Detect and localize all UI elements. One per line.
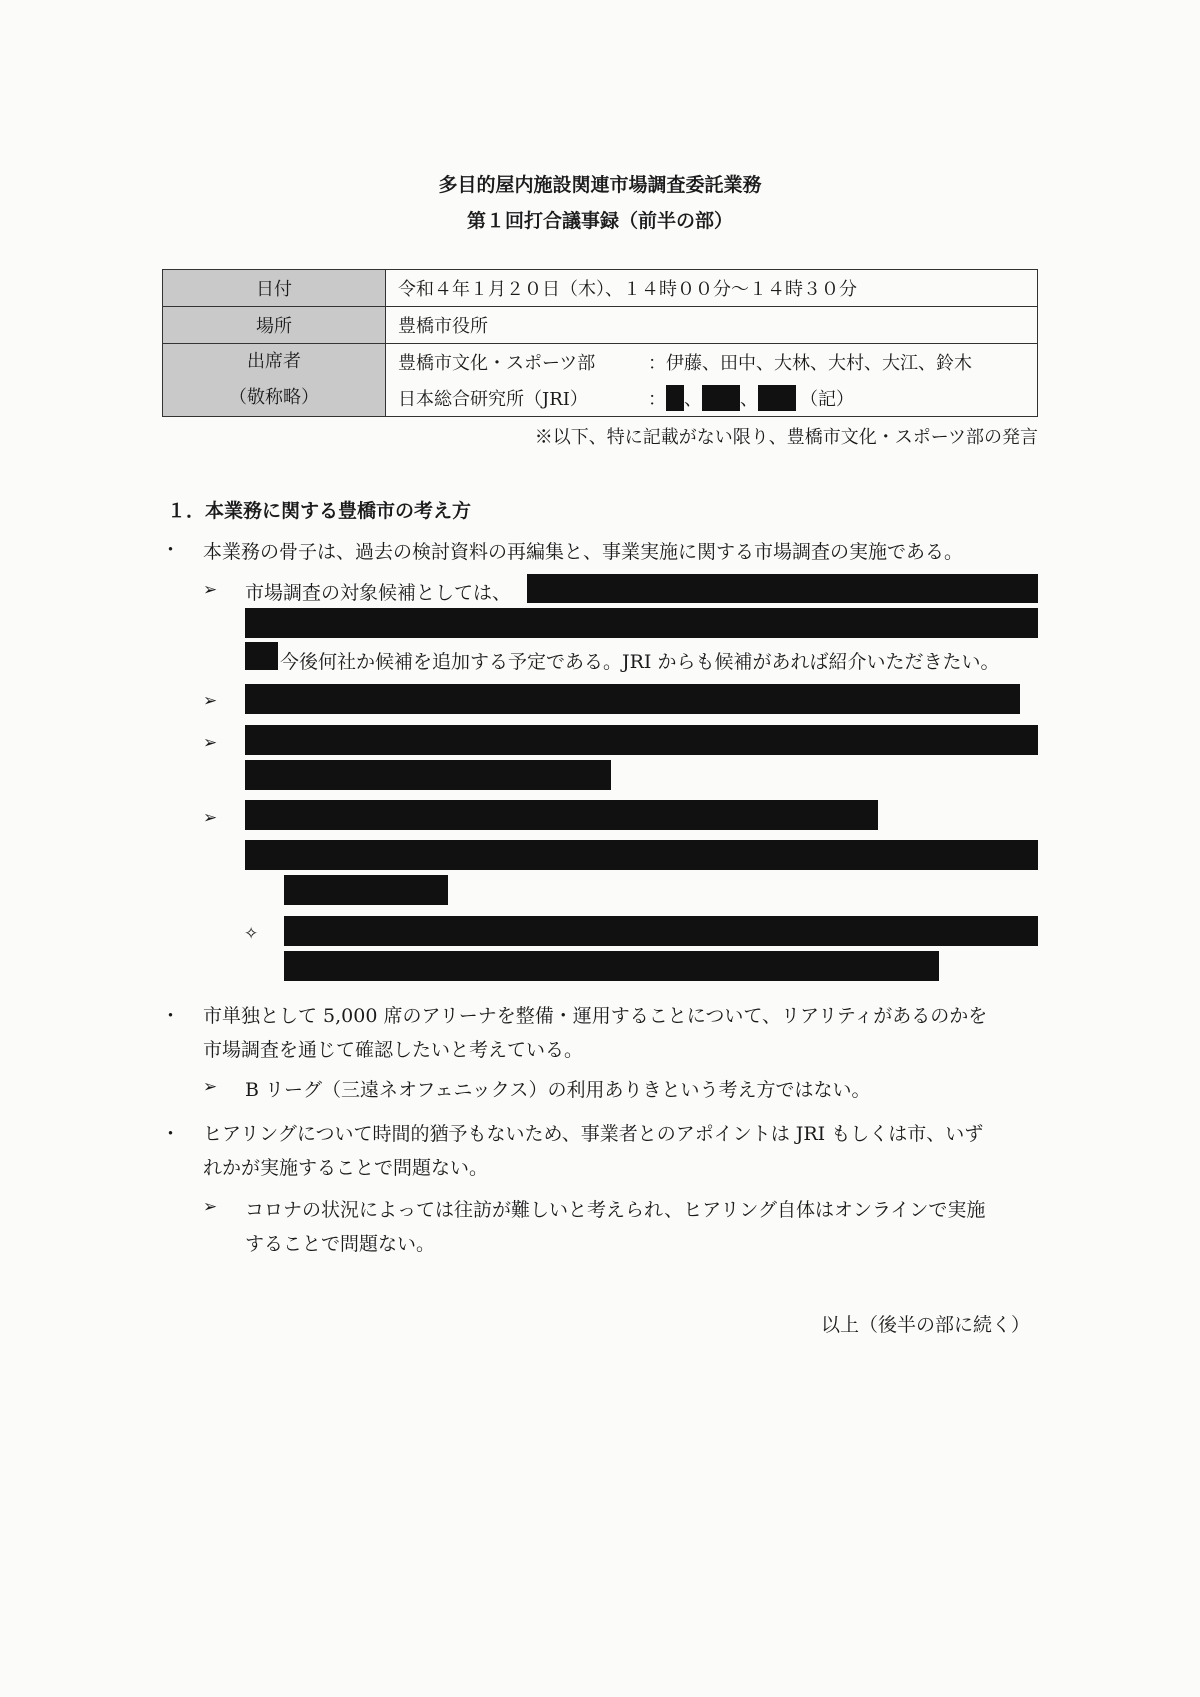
bullet-1-sub-1-cont: 今後何社か候補を追加する予定である。JRI からも候補があれば紹介いただきたい。 <box>280 651 1000 673</box>
note-text: ※以下、特に記載がない限り、豊橋市文化・スポーツ部の発言 <box>534 427 1038 448</box>
redaction-block <box>527 574 1038 603</box>
arrow-icon: ➢ <box>203 1077 218 1097</box>
attendees-value-cell <box>386 344 1038 417</box>
document-title: 多目的屋内施設関連市場調査委託業務 <box>438 174 762 196</box>
redaction-block <box>284 875 448 905</box>
bullet-dot: ・ <box>161 1123 181 1145</box>
arrow-icon: ➢ <box>203 733 218 753</box>
attendees-label-sub: （敬称略） <box>229 387 319 408</box>
bullet-3-sub-line-2: することで問題ない。 <box>245 1233 436 1255</box>
redaction-block <box>245 840 1038 870</box>
bullet-dot: ・ <box>161 539 181 561</box>
redaction-block <box>245 608 1038 638</box>
bullet-3-line-2: れかが実施することで問題ない。 <box>203 1157 489 1179</box>
date-label: 日付 <box>163 270 386 307</box>
bullet-1-sub-1-start: 市場調査の対象候補としては、 <box>245 582 512 604</box>
attendee-org-jri: 日本総合研究所（JRI） <box>398 389 588 410</box>
bullet-2-line-1: 市単独として 5,000 席のアリーナを整備・運用することについて、リアリティがあるのかを <box>203 1005 988 1027</box>
redaction-block <box>245 725 1038 755</box>
bullet-3-line-1: ヒアリングについて時間的猶予もないため、事業者とのアポイントは JRI もしくは市、いず <box>203 1123 984 1145</box>
redaction-block <box>758 385 796 411</box>
date-value: 令和４年１月２０日（木）、１４時００分～１４時３０分 <box>386 270 1038 307</box>
name-separator: 、 <box>740 389 758 410</box>
arrow-icon: ➢ <box>203 691 218 711</box>
section-heading: １．本業務に関する豊橋市の考え方 <box>167 500 472 522</box>
redaction-block <box>245 760 611 790</box>
attendees-line-jri <box>398 380 1025 416</box>
bullet-2-sub: B リーグ（三遠ネオフェニックス）の利用ありきという考え方ではない。 <box>245 1079 871 1101</box>
bullet-dot: ・ <box>161 1005 181 1027</box>
table-row <box>163 344 1038 417</box>
attendees-label: 出席者 <box>247 351 301 372</box>
arrow-icon: ➢ <box>203 1197 218 1217</box>
attendee-names-city: ：伊藤、田中、大林、大村、大江、鈴木 <box>648 353 972 374</box>
redaction-block <box>245 800 878 830</box>
recorder-mark: （記） <box>800 389 854 410</box>
table-row <box>163 270 1038 307</box>
place-label: 場所 <box>163 307 386 344</box>
place-value: 豊橋市役所 <box>386 307 1038 344</box>
redaction-block <box>702 385 740 411</box>
document-subtitle: 第１回打合議事録（前半の部） <box>466 210 733 232</box>
table-row <box>163 307 1038 344</box>
redaction-block <box>284 916 1038 946</box>
bullet-1-text: 本業務の骨子は、過去の検討資料の再編集と、事業実施に関する市場調査の実施である。 <box>203 541 964 563</box>
name-separator: 、 <box>684 389 702 410</box>
arrow-icon: ➢ <box>203 808 218 828</box>
bullet-3-sub-line-1: コロナの状況によっては往訪が難しいと考えられ、ヒアリング自体はオンラインで実施 <box>245 1199 986 1221</box>
attendee-org-city: 豊橋市文化・スポーツ部 <box>398 353 596 374</box>
redaction-block <box>666 385 684 411</box>
arrow-icon: ➢ <box>203 580 218 600</box>
bullet-2-line-2: 市場調査を通じて確認したいと考えている。 <box>203 1039 584 1061</box>
redaction-block <box>245 642 278 670</box>
attendees-label-cell <box>163 344 386 417</box>
redaction-block <box>284 951 939 981</box>
attendees-line-city <box>398 344 1025 380</box>
closing-text: 以上（後半の部に続く） <box>820 1314 1030 1336</box>
redaction-block <box>245 684 1020 714</box>
diamond-icon: ✧ <box>244 924 259 944</box>
meeting-info-table <box>162 269 1038 417</box>
attendee-colon: ： <box>648 389 666 410</box>
